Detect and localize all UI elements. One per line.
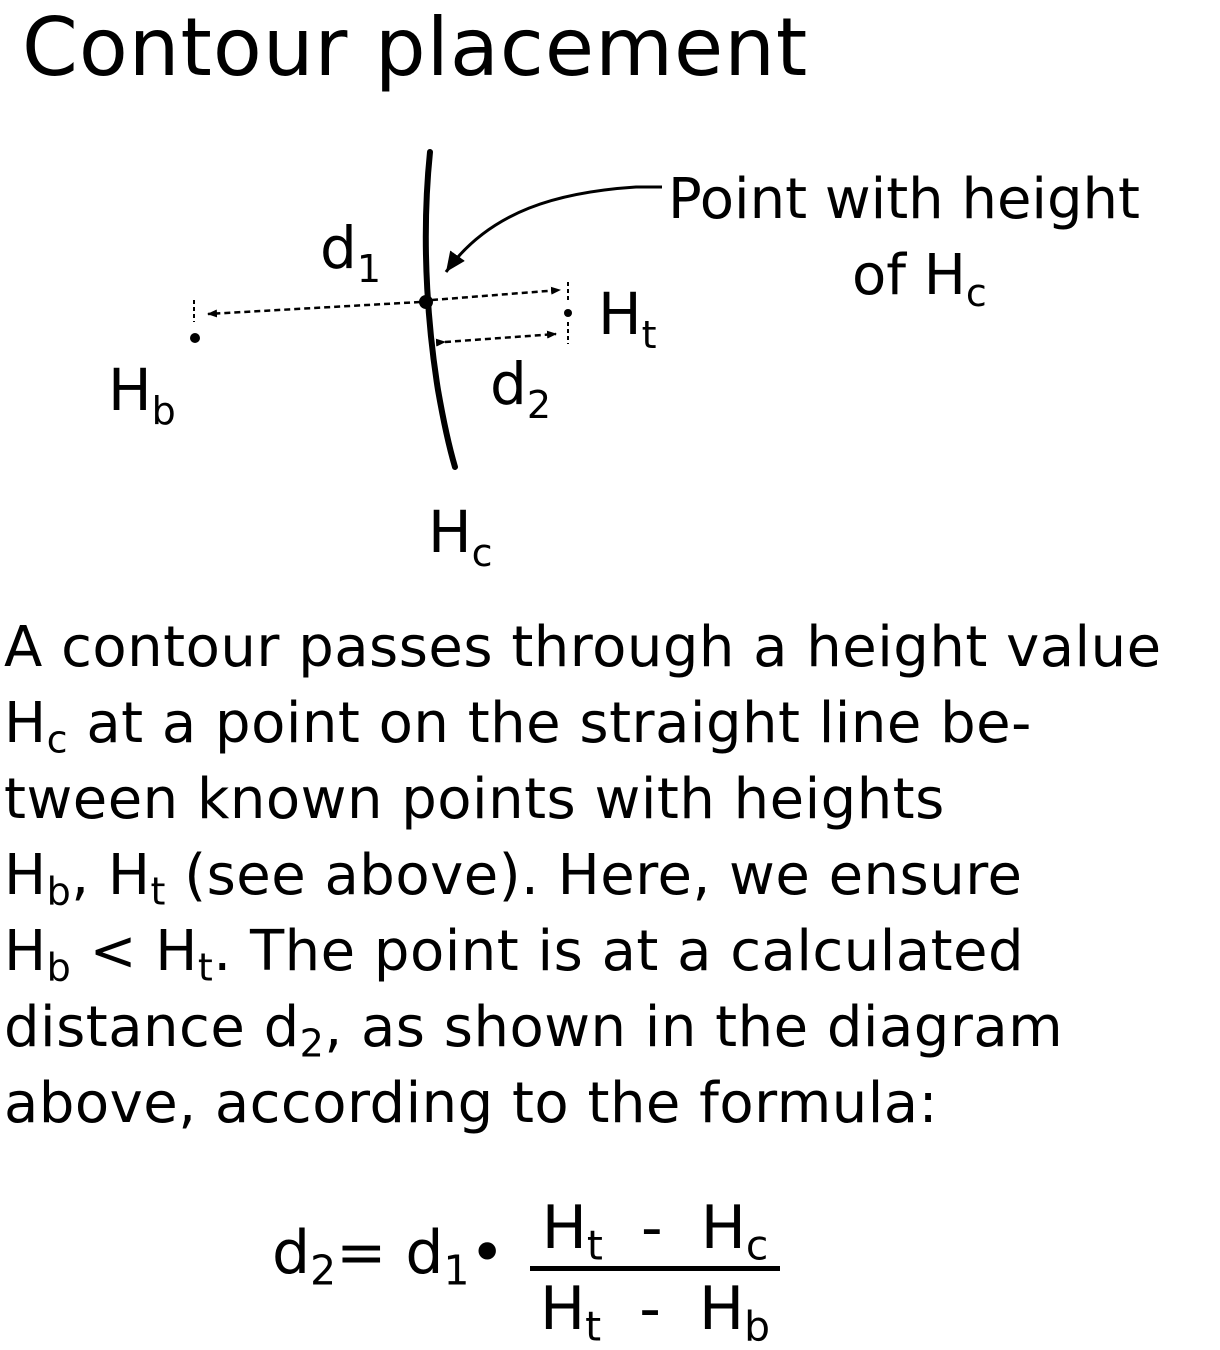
fraction-bar (530, 1266, 780, 1271)
formula-denominator: $H_t - H_b$ (539, 1274, 771, 1350)
para-line-6: distance $d_2$, as shown in the diagram (4, 995, 1064, 1066)
point-ht (564, 309, 572, 317)
para-line-2: $H_c$ at a point on the straight line be- (4, 691, 1032, 762)
point-hc (419, 295, 433, 309)
label-d2: $d_2$ (490, 350, 552, 427)
formula-numerator: $H_t - H_c$ (541, 1193, 769, 1270)
explanation-paragraph (4, 610, 1218, 1142)
para-line-3: tween known points with heights (4, 767, 945, 832)
label-ht: $H_t$ (598, 280, 657, 357)
para-line-7: above, according to the formula: (4, 1071, 938, 1136)
label-hb: $H_b$ (108, 356, 176, 433)
contour-line (426, 152, 455, 467)
label-hc: $H_c$ (428, 498, 493, 575)
page-title: Contour placement (22, 1, 809, 94)
d1-arrow-left (208, 302, 420, 314)
callout-line1: Point with height (668, 167, 1140, 232)
contour-diagram (0, 0, 1220, 600)
label-d1: $d_1$ (320, 214, 382, 291)
callout-leader (446, 187, 662, 272)
para-line-4: $H_b$, $H_t$ (see above). Here, we ensure (4, 843, 1023, 914)
formula-fraction (530, 1192, 780, 1350)
para-line-1: A contour passes through a height value (4, 615, 1162, 680)
formula-lhs: $d_2=$ $d_1•$ (272, 1218, 505, 1295)
point-hb (190, 333, 200, 343)
d2-arrow (445, 334, 556, 342)
formula (272, 1192, 792, 1350)
callout-line2: of $H_c$ (852, 243, 987, 315)
para-line-5: $H_b < H_t$. The point is at a calculated (4, 919, 1025, 990)
d1-arrow-right (432, 290, 560, 300)
